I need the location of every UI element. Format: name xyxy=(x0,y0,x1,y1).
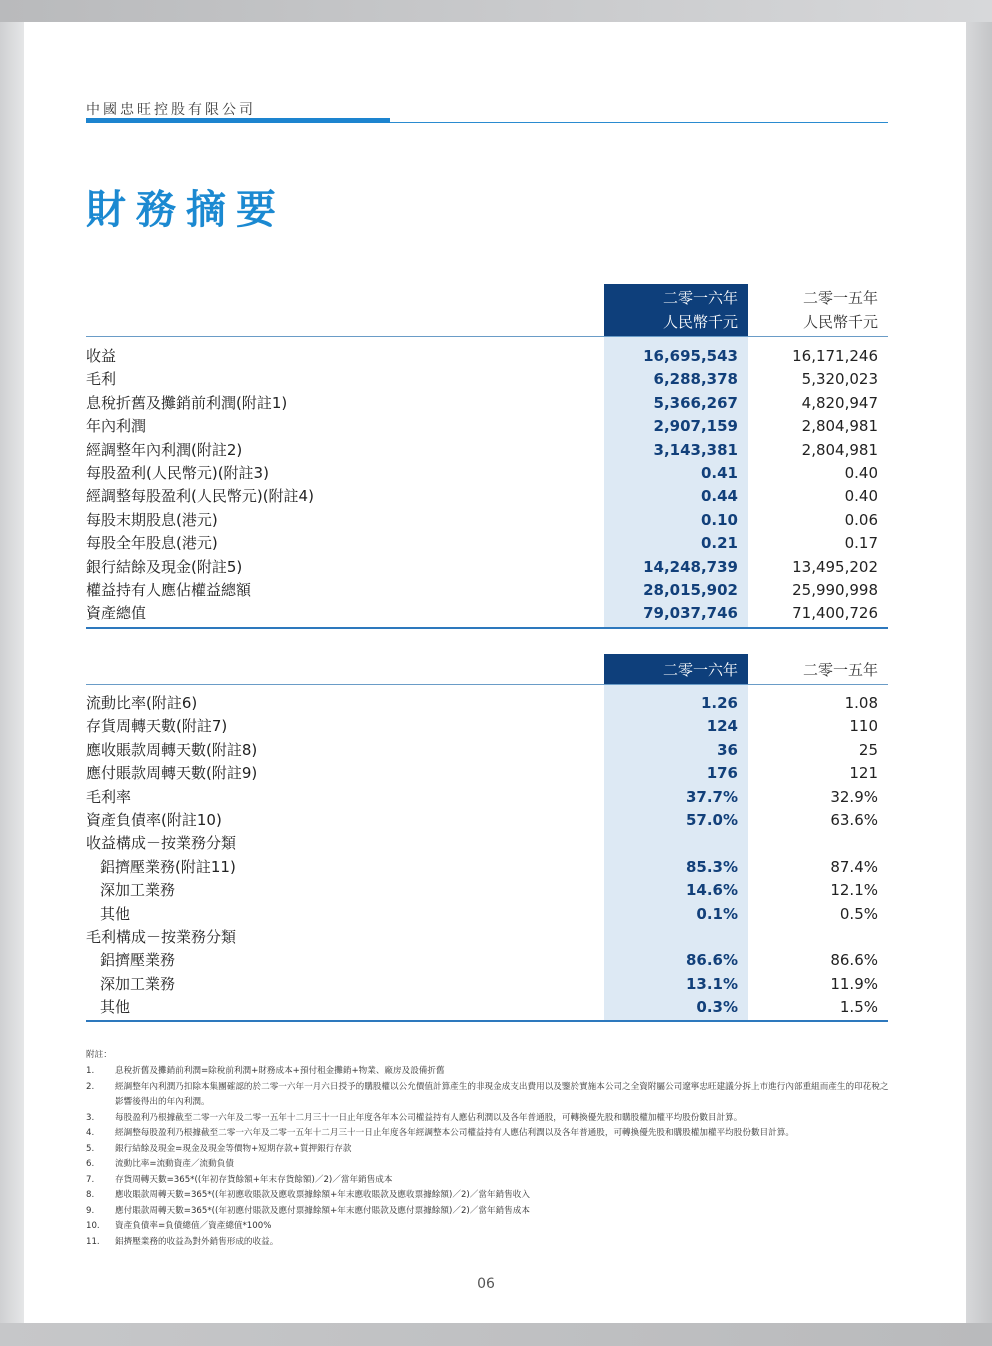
row-label: 流動比率(附註6) xyxy=(86,694,198,712)
note-text: 鋁擠壓業務的收益為對外銷售形成的收益。 xyxy=(115,1236,279,1247)
table-row xyxy=(86,926,888,949)
row-label: 其他 xyxy=(100,998,131,1017)
row-label: 資產總值 xyxy=(86,604,147,623)
value-current-year: 176 xyxy=(706,764,738,783)
value-previous-year: 1.08 xyxy=(844,694,878,712)
row-label: 應付賬款周轉天數(附註9) xyxy=(86,764,258,783)
table1-previous-year: 二零一五年 xyxy=(802,289,878,307)
note-item xyxy=(86,1111,892,1127)
value-current-year: 37.7% xyxy=(685,787,738,806)
value-current-year: 0.3% xyxy=(696,998,738,1017)
row-label: 經調整年內利潤(附註2) xyxy=(86,440,243,459)
value-previous-year: 1.5% xyxy=(839,998,878,1017)
row-label: 應收賬款周轉天數(附註8) xyxy=(86,740,258,759)
page-edge-bottom xyxy=(0,1323,992,1346)
note-item xyxy=(86,1157,892,1173)
table-row xyxy=(86,462,888,485)
value-current-year: 16,695,543 xyxy=(643,347,738,365)
table2-previous-year: 二零一五年 xyxy=(802,661,878,679)
row-label: 其他 xyxy=(100,904,131,923)
table-row xyxy=(86,415,888,438)
table1-previous-unit: 人民幣千元 xyxy=(802,313,878,331)
value-current-year: 13.1% xyxy=(685,974,738,993)
value-previous-year: 13,495,202 xyxy=(792,557,878,576)
value-previous-year: 5,320,023 xyxy=(801,370,878,389)
value-previous-year: 121 xyxy=(849,764,878,783)
page-edge-right xyxy=(966,22,992,1323)
row-label: 收益構成－按業務分類 xyxy=(86,834,237,853)
table-row xyxy=(86,485,888,508)
table-row xyxy=(86,879,888,902)
note-number: 1. xyxy=(86,1066,95,1076)
value-previous-year: 2,804,981 xyxy=(801,417,878,436)
value-current-year: 5,366,267 xyxy=(653,393,738,412)
note-text: 經調整每股盈利乃根據截至二零一六年及二零一五年十二月三十一日止年度各年經調整本公司權益持有人應佔利潤以及各年普通股，可轉換優先股和購股權加權平均股份數目計算。 xyxy=(115,1128,794,1138)
value-previous-year: 11.9% xyxy=(830,974,878,993)
table-row xyxy=(86,556,888,579)
value-current-year: 85.3% xyxy=(685,857,738,876)
value-current-year: 1.26 xyxy=(700,694,738,712)
table1-current-unit: 人民幣千元 xyxy=(662,313,738,331)
row-label: 毛利 xyxy=(86,370,117,389)
value-current-year: 124 xyxy=(706,717,738,736)
table-row xyxy=(86,949,888,972)
value-previous-year: 12.1% xyxy=(830,881,878,900)
note-item xyxy=(86,1235,892,1251)
table-row xyxy=(86,973,888,996)
table-row xyxy=(86,762,888,785)
value-previous-year: 71,400,726 xyxy=(792,604,878,623)
notes-list xyxy=(86,1064,892,1250)
table-row xyxy=(86,996,888,1019)
note-item xyxy=(86,1080,892,1111)
note-number: 7. xyxy=(86,1174,95,1185)
note-text: 每股盈利乃根據截至二零一六年及二零一五年十二月三十一日止年度各年本公司權益持有人應佔利潤以及各年普通股，可轉換優先股和購股權加權平均股份數目計算。 xyxy=(115,1112,743,1123)
table-row xyxy=(86,439,888,462)
note-number: 3. xyxy=(86,1112,95,1123)
value-previous-year: 4,820,947 xyxy=(801,393,878,412)
header-accent-bar xyxy=(86,118,390,123)
row-label: 每股末期股息(港元) xyxy=(86,510,218,529)
note-number: 2. xyxy=(86,1081,95,1092)
value-current-year: 14.6% xyxy=(685,881,738,900)
row-label: 收益 xyxy=(86,347,117,365)
value-previous-year: 16,171,246 xyxy=(792,347,878,365)
row-label: 存貨周轉天數(附註7) xyxy=(86,717,228,736)
row-label: 鋁擠壓業務(附註11) xyxy=(100,857,236,876)
table-row xyxy=(86,739,888,762)
value-current-year: 0.41 xyxy=(700,464,738,482)
row-label: 每股盈利(人民幣元)(附註3) xyxy=(86,464,269,482)
row-label: 毛利構成－按業務分類 xyxy=(86,928,237,946)
value-previous-year: 63.6% xyxy=(830,811,878,829)
notes-title: 附註： xyxy=(86,1050,112,1060)
note-text: 經調整年內利潤乃扣除本集團確認的於二零一六年一月六日授予的購股權以公允價值計算產生的非現金成支出費用以及鑒於實施本公司之全資附屬公司遼寧忠旺建議分拆上市進行內部重組而產生的印花稅之影響後得出的年內利潤。 xyxy=(115,1081,889,1107)
page-number: 06 xyxy=(477,1276,495,1292)
note-number: 4. xyxy=(86,1128,95,1138)
table1-bottom-rule xyxy=(86,627,888,629)
table-row xyxy=(86,345,888,368)
row-label: 深加工業務 xyxy=(100,974,176,993)
value-previous-year: 25,990,998 xyxy=(792,581,878,599)
note-item xyxy=(86,1188,892,1204)
value-current-year: 6,288,378 xyxy=(653,370,738,389)
note-text: 銀行結餘及現金=現金及現金等價物+短期存款+質押銀行存款 xyxy=(115,1143,352,1154)
note-item xyxy=(86,1064,892,1080)
row-label: 年內利潤 xyxy=(86,417,147,436)
note-number: 9. xyxy=(86,1205,95,1216)
value-previous-year: 0.06 xyxy=(844,510,878,529)
table1-current-year: 二零一六年 xyxy=(662,289,738,307)
value-previous-year: 87.4% xyxy=(830,857,878,876)
value-current-year: 36 xyxy=(717,740,738,759)
value-current-year: 0.44 xyxy=(700,487,738,506)
note-number: 11. xyxy=(86,1236,100,1247)
table-row xyxy=(86,786,888,809)
value-current-year: 86.6% xyxy=(685,951,738,970)
value-previous-year: 110 xyxy=(849,717,878,736)
table-row xyxy=(86,903,888,926)
row-label: 銀行結餘及現金(附註5) xyxy=(86,557,243,576)
note-text: 息稅折舊及攤銷前利潤=除稅前利潤+財務成本+預付租金攤銷+物業、廠房及設備折舊 xyxy=(115,1066,445,1076)
row-label: 經調整每股盈利(人民幣元)(附註4) xyxy=(86,487,314,506)
row-label: 權益持有人應佔權益總額 xyxy=(86,581,252,599)
note-number: 10. xyxy=(86,1221,100,1231)
value-current-year: 0.21 xyxy=(700,534,738,553)
table-row xyxy=(86,579,888,602)
note-text: 應付賬款周轉天數=365*((年初應付賬款及應付票據餘額+年末應付賬款及應付票據餘額)／2)／當年銷售成本 xyxy=(115,1205,530,1216)
table-row xyxy=(86,532,888,555)
company-name: 中國忠旺控股有限公司 xyxy=(86,102,256,118)
row-label: 深加工業務 xyxy=(100,881,176,900)
table2-current-year: 二零一六年 xyxy=(662,661,738,679)
value-current-year: 0.1% xyxy=(696,904,738,923)
value-current-year: 28,015,902 xyxy=(643,581,738,599)
value-current-year: 0.10 xyxy=(700,510,738,529)
note-number: 5. xyxy=(86,1143,95,1154)
value-previous-year: 0.5% xyxy=(839,904,878,923)
value-current-year: 2,907,159 xyxy=(653,417,738,436)
note-item xyxy=(86,1173,892,1189)
page-title: 財務摘要 xyxy=(86,187,286,233)
note-item xyxy=(86,1219,892,1235)
value-previous-year: 0.40 xyxy=(844,487,878,506)
table-row xyxy=(86,832,888,855)
row-label: 毛利率 xyxy=(86,787,132,806)
value-previous-year: 0.17 xyxy=(844,534,878,553)
note-text: 應收賬款周轉天數=365*((年初應收賬款及應收票據餘額+年末應收賬款及應收票據餘額)／2)／當年銷售收入 xyxy=(115,1190,530,1200)
table1-header-rule xyxy=(86,336,888,337)
table-row xyxy=(86,692,888,715)
note-number: 6. xyxy=(86,1159,95,1169)
row-label: 資產負債率(附註10) xyxy=(86,811,222,829)
note-text: 流動比率=流動資產／流動負債 xyxy=(115,1159,234,1169)
table-row xyxy=(86,602,888,625)
table-row xyxy=(86,715,888,738)
note-text: 資產負債率=負債總值／資產總值*100% xyxy=(115,1221,272,1231)
table-row xyxy=(86,368,888,391)
value-current-year: 3,143,381 xyxy=(653,440,738,459)
note-text: 存貨周轉天數=365*((年初存貨餘額+年末存貨餘額)／2)／當年銷售成本 xyxy=(115,1174,393,1185)
value-current-year: 57.0% xyxy=(685,811,738,829)
table-row xyxy=(86,392,888,415)
value-previous-year: 0.40 xyxy=(844,464,878,482)
value-previous-year: 25 xyxy=(858,740,878,759)
value-current-year: 79,037,746 xyxy=(643,604,738,623)
table2-header-rule xyxy=(86,684,888,685)
value-previous-year: 32.9% xyxy=(830,787,878,806)
note-item xyxy=(86,1204,892,1220)
row-label: 息稅折舊及攤銷前利潤(附註1) xyxy=(86,393,288,412)
note-item xyxy=(86,1126,892,1142)
page-edge-top xyxy=(0,0,992,22)
table-row xyxy=(86,509,888,532)
note-number: 8. xyxy=(86,1190,95,1200)
row-label: 鋁擠壓業務 xyxy=(100,951,176,970)
table-row xyxy=(86,809,888,832)
value-previous-year: 2,804,981 xyxy=(801,440,878,459)
value-current-year: 14,248,739 xyxy=(643,557,738,576)
row-label: 每股全年股息(港元) xyxy=(86,534,218,553)
value-previous-year: 86.6% xyxy=(830,951,878,970)
note-item xyxy=(86,1142,892,1158)
table2-bottom-rule xyxy=(86,1020,888,1022)
table-row xyxy=(86,856,888,879)
notes-section xyxy=(86,1048,892,1250)
